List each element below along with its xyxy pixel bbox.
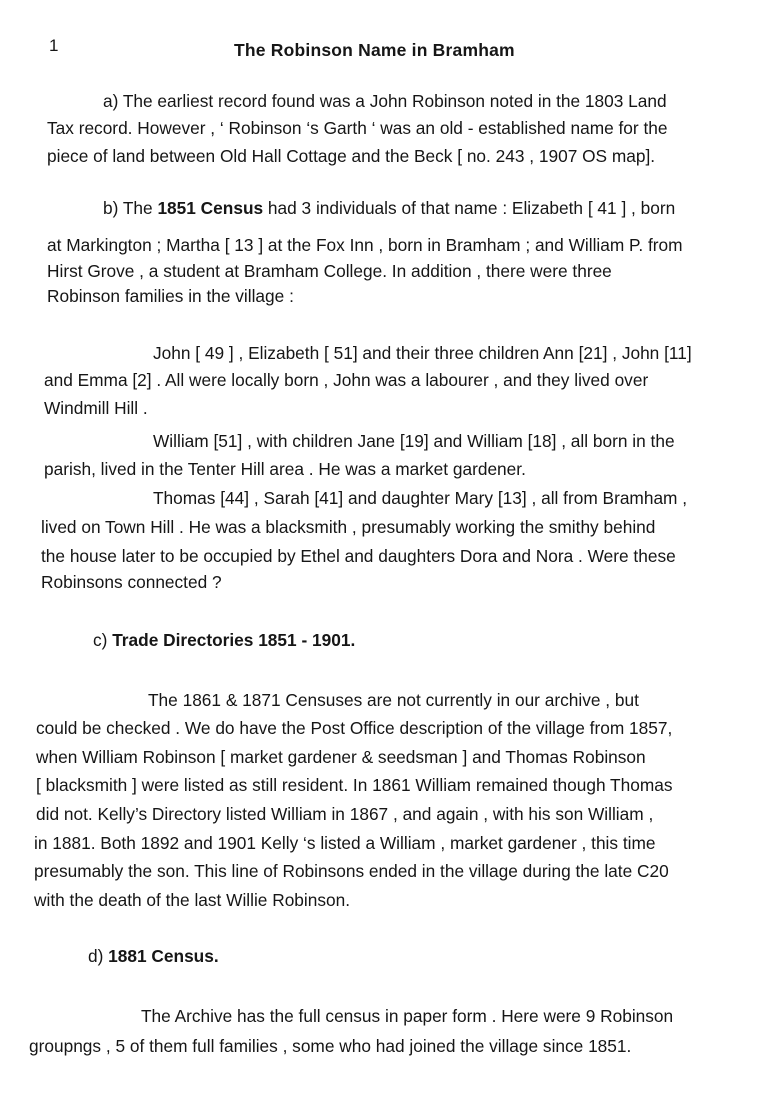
family-1-line: John [ 49 ] , Elizabeth [ 51] and their three children Ann [21] , John [11]	[153, 343, 692, 363]
section-c-line: with the death of the last Willie Robinson.	[34, 890, 351, 910]
section-d-line: The Archive has the full census in paper form . Here were 9 Robinson	[141, 1006, 674, 1026]
section-b-line	[103, 197, 675, 219]
section-d-line: groupngs , 5 of them full families , some who had joined the village since 1851.	[29, 1036, 632, 1056]
trade-directories-heading: Trade Directories 1851 - 1901.	[112, 630, 356, 650]
section-d-heading	[88, 945, 219, 967]
section-c-line: [ blacksmith ] were listed as still resident. In 1861 William remained though Thomas	[36, 775, 673, 795]
section-b-line: Robinson families in the village :	[47, 286, 294, 306]
family-1-line: and Emma [2] . All were locally born , John was a labourer , and they lived over	[44, 370, 649, 390]
section-c-line: could be checked . We do have the Post Office description of the village from 1857,	[36, 718, 673, 738]
section-c-heading	[93, 629, 355, 651]
family-3-line: Thomas [44] , Sarah [41] and daughter Mary [13] , all from Bramham ,	[153, 488, 688, 508]
section-a-line: a) The earliest record found was a John Robinson noted in the 1803 Land	[103, 91, 667, 111]
census-1881-heading: 1881 Census.	[108, 946, 219, 966]
section-c-line: when William Robinson [ market gardener & seedsman ] and Thomas Robinson	[36, 747, 646, 767]
section-c-line: presumably the son. This line of Robinsons ended in the village during the late C20	[34, 861, 669, 881]
section-c-line: in 1881. Both 1892 and 1901 Kelly ‘s listed a William , market gardener , this time	[34, 833, 656, 853]
section-b-line: Hirst Grove , a student at Bramham College. In addition , there were three	[47, 261, 612, 281]
section-a-line: piece of land between Old Hall Cottage and the Beck [ no. 243 , 1907 OS map].	[47, 146, 656, 166]
family-1-line: Windmill Hill .	[44, 398, 148, 418]
section-c-line: did not. Kelly’s Directory listed William in 1867 , and again , with his son William ,	[36, 804, 654, 824]
family-2-line: parish, lived in the Tenter Hill area . He was a market gardener.	[44, 459, 526, 479]
section-c-line: The 1861 & 1871 Censuses are not currently in our archive , but	[148, 690, 639, 710]
section-b-line: at Markington ; Martha [ 13 ] at the Fox Inn , born in Bramham ; and William P. from	[47, 235, 683, 255]
section-a-line: Tax record. However , ‘ Robinson ‘s Garth ‘ was an old - established name for the	[47, 118, 668, 138]
family-2-line: William [51] , with children Jane [19] and William [18] , all born in the	[153, 431, 675, 451]
page-title: The Robinson Name in Bramham	[234, 40, 515, 60]
section-b-text: had 3 individuals of that name : Elizabeth [ 41 ] , born	[263, 198, 676, 218]
family-3-line: the house later to be occupied by Ethel and daughters Dora and Nora . Were these	[41, 546, 676, 566]
section-c-label: c)	[93, 630, 113, 650]
family-3-line: Robinsons connected ?	[41, 572, 222, 592]
family-3-line: lived on Town Hill . He was a blacksmith , presumably working the smithy behind	[41, 517, 656, 537]
census-1851-heading: 1851 Census	[157, 198, 264, 218]
section-d-label: d)	[88, 946, 109, 966]
page-number: 1	[49, 36, 59, 55]
section-b-label: b) The	[103, 198, 158, 218]
